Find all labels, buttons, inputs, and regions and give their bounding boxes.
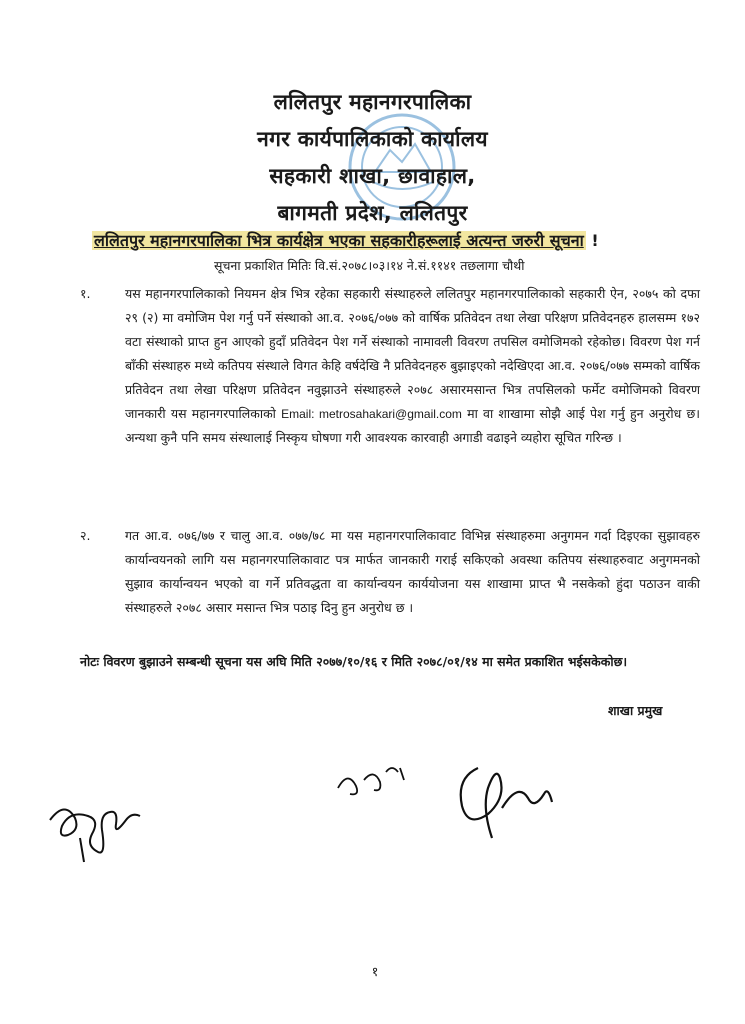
paragraph-body: गत आ.व. ०७६/७७ र चालु आ.व. ०७७/७८ मा यस महानगरपालिकावाट विभिन्न संस्थाहरुमा अनुगमन गर्दा दिइएका सुझावहरु कार्यान्वयनको लागि यस महानगरपालिकावाट पत्र मार्फत जानकारी गराई सकिएको अवस्था कतिपय संस्थाहरुवाट अनुगमनको सुझाव कार्यान्वयन भएको वा गर्ने प्रतिवद्धता वा कार्यान्वयन कार्ययोजना यस शाखामा प्राप्त भै नसकेको हुंदा पठाउन वाकी संस्थाहरुले २०७८ असार मसान्त भित्र पठाइ दिनु हुन अनुरोध छ ।	[125, 528, 700, 615]
notice-title	[92, 229, 682, 253]
paragraph-1	[80, 282, 700, 450]
page-number: १	[371, 965, 379, 980]
paragraph-text: यस महानगरपालिकाको नियमन क्षेत्र भित्र रहेका सहकारी संस्थाहरुले ललितपुर महानगरपालिकाको सहकारी ऐन, २०७५ को दफा २९ (२) मा वमोजिम पेश गर्नु पर्ने संस्थाको आ.व. २०७६/०७७ को वार्षिक प्रतिवेदन तथा लेखा परिक्षण प्रतिवेदनहरु हालसम्म १७२ वटा संस्थाको प्राप्त हुन आएको हुदाँ प्रतिवेदन पेश गर्ने संस्थाको नामावली विवरण तपसिल वमोजिमको रहेकोछ। विवरण पेश गर्न बाँकी संस्थाहरु मध्ये कतिपय संस्थाले विगत केहि वर्षदेखि नै प्रतिवेदनहरु बुझाइएको नदेखिएदा आ.व. २०७६/०७७ सम्मको वार्षिक प्रतिवेदन तथा लेखा परिक्षण प्रतिवेदन नवुझाउने संस्थाहरुले २०७८ असारमसान्त भित्र तपसिलको फर्मेट वमोजिमको विवरण जानकारी यस महानगरपालिकाको	[125, 286, 700, 421]
signature-left	[40, 790, 150, 870]
header-line-municipality: ललितपुर महानगरपालिका	[273, 90, 472, 114]
contact-email: Email: metrosahakari@gmail.com	[281, 407, 462, 421]
paragraph-body	[125, 282, 700, 450]
notice-title-mark: !	[585, 231, 599, 250]
paragraph-text-cont: मा वा शाखामा सोझै आई पेश गर्नु हुन अनुरोध छ। अन्यथा कुनै पनि समय संस्थालाई निस्कृय घोषणा गरी आवश्यक कारवाही अगाडी वढाइने व्यहोरा सूचित गरिन्छ ।	[125, 406, 700, 445]
paragraph-number: १.	[80, 286, 91, 301]
signatory-title: शाखा प्रमुख	[608, 703, 663, 718]
signature-right	[448, 758, 558, 848]
notice-title-highlight: ललितपुर महानगरपालिका भित्र कार्यक्षेत्र भएका सहकारीहरूलाई अत्यन्त जरुरी सूचना	[94, 231, 584, 250]
paragraph-number: २.	[80, 528, 91, 543]
header-line-branch: सहकारी शाखा, छावाहाल,	[269, 164, 476, 188]
note-text: नोटः विवरण बुझाउने सम्बन्धी सूचना यस अघि मिति २०७७/१०/१६ र मिति २०७८/०१/१४ मा समेत प्रकाशित भईसकेकोछ।	[80, 654, 628, 669]
signature-middle	[330, 758, 420, 808]
publication-date: सूचना प्रकाशित मितिः वि.सं.२०७८।०३।१४ ने.सं.११४१ तछलागा चौथी	[214, 258, 525, 273]
paragraph-2	[80, 524, 700, 620]
office-header	[0, 84, 745, 232]
header-line-office: नगर कार्यपालिकाको कार्यालय	[257, 127, 488, 151]
header-line-province: बागमती प्रदेश, ललितपुर	[277, 201, 468, 225]
